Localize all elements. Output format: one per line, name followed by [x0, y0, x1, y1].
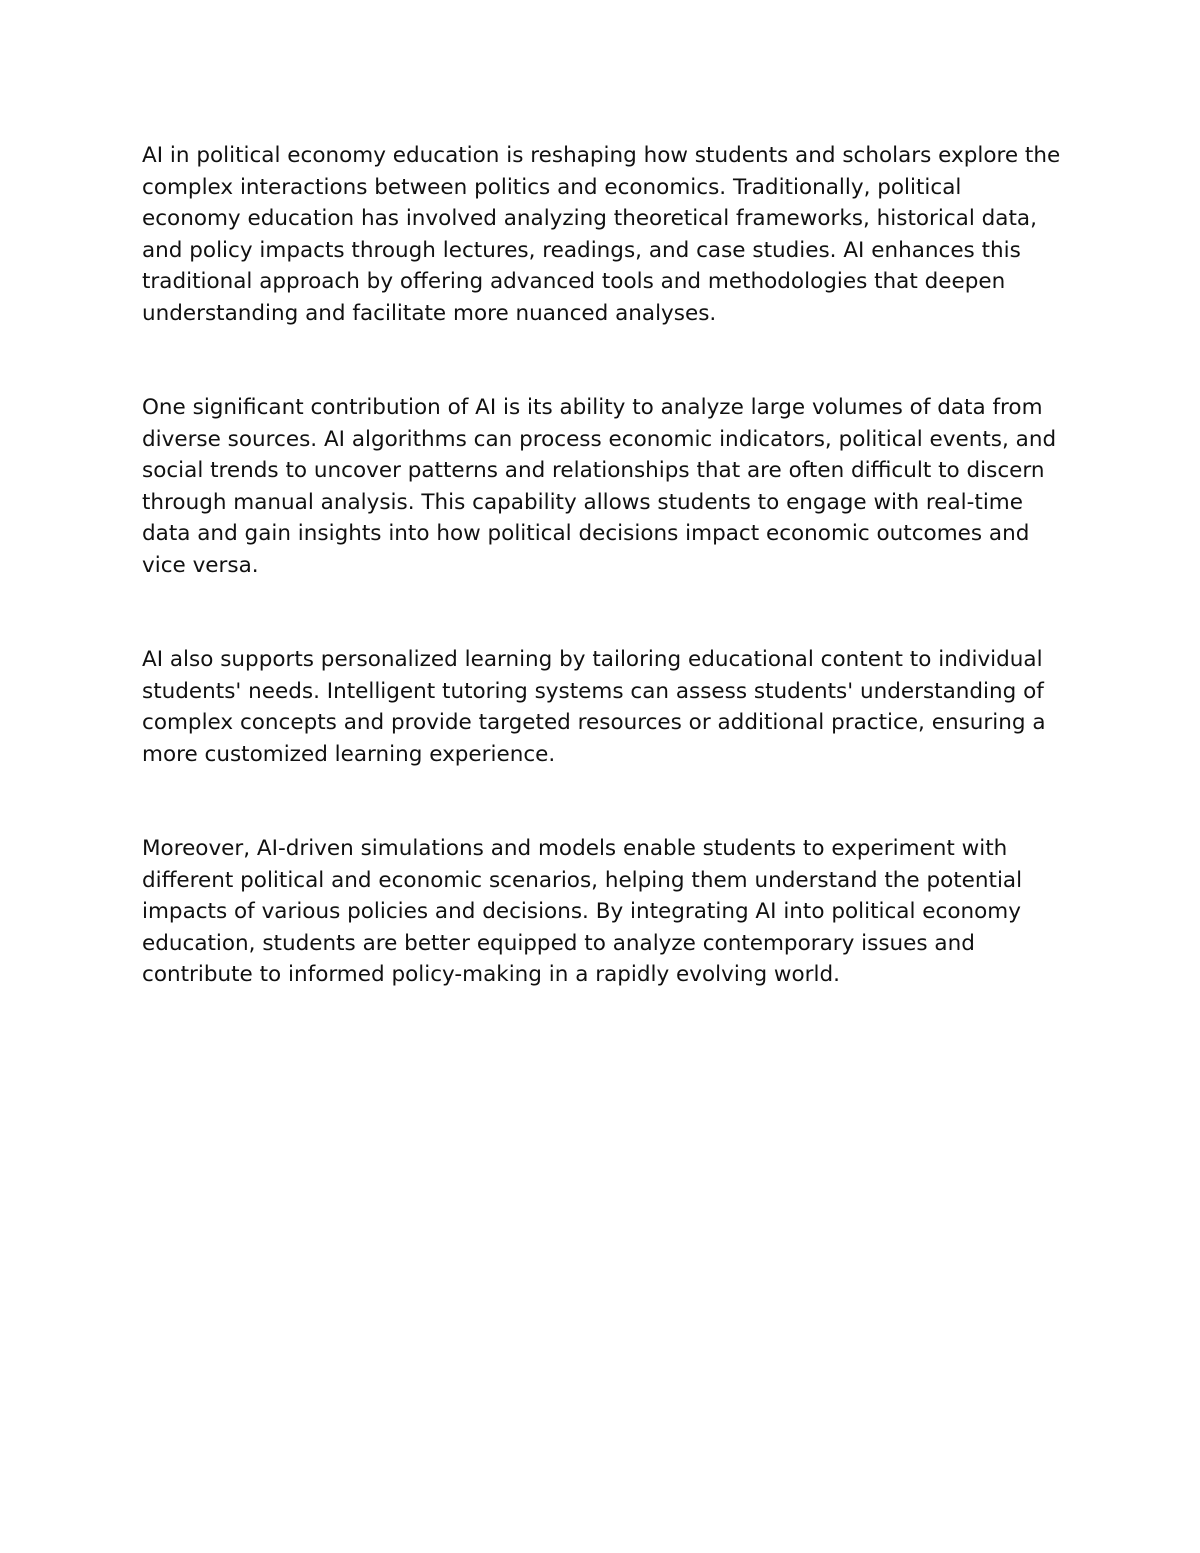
paragraph-3: AI also supports personalized learning by tailoring educational content to individual students' needs. Intelligent tutoring systems can assess students' understanding of complex concepts and provide targeted resources or additional practice, ensuring a more customized learning experience. [142, 647, 1046, 767]
paragraph-1: AI in political economy education is reshaping how students and scholars explore the complex interactions between politics and economics. Traditionally, political economy education has involved analyzing theoretical frameworks, historical data, and policy impacts through lectures, readings, and case studies. AI enhances this traditional approach by offering advanced tools and methodologies that deepen understanding and facilitate more nuanced analyses. [142, 143, 1061, 326]
paragraph-2: One significant contribution of AI is its ability to analyze large volumes of data from diverse sources. AI algorithms can process economic indicators, political events, and social trends to uncover patterns and relationships that are often difficult to discern through manual analysis. This capability allows students to engage with real-time data and gain insights into how political decisions impact economic outcomes and vice versa. [142, 395, 1057, 578]
document-body [142, 140, 1062, 1054]
paragraph-4: Moreover, AI-driven simulations and models enable students to experiment with different political and economic scenarios, helping them understand the potential impacts of various policies and decisions. By integrating AI into political economy education, students are better equipped to analyze contemporary issues and contribute to informed policy-making in a rapidly evolving world. [142, 836, 1023, 987]
